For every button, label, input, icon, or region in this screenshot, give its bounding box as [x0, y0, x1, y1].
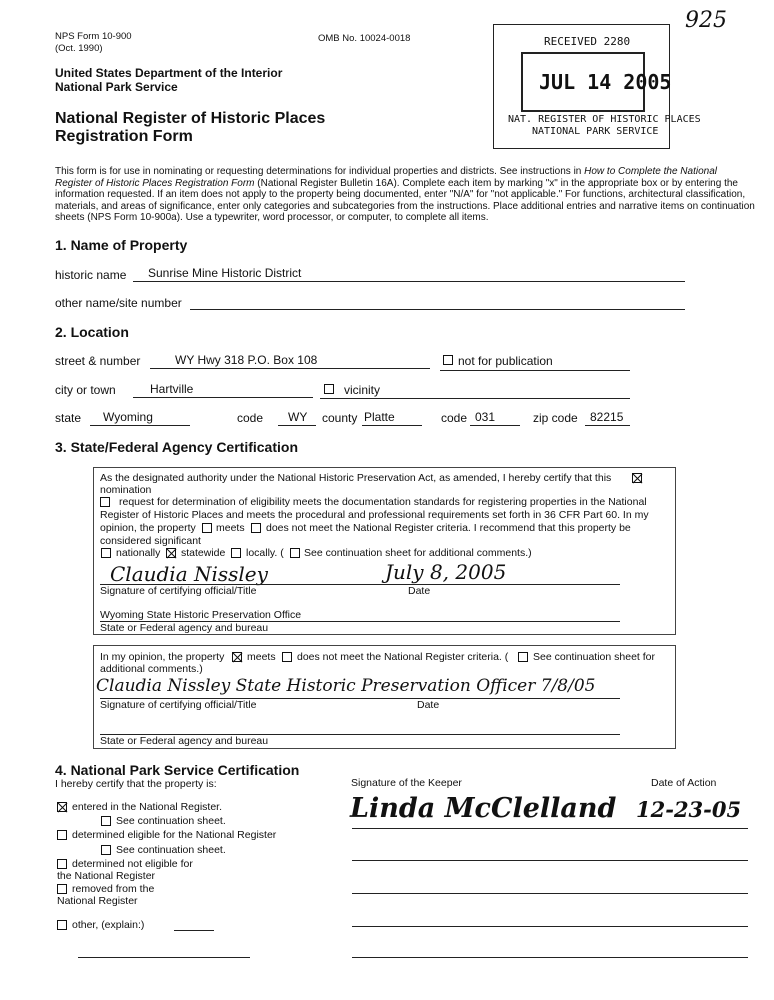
- nationally-label: nationally: [116, 547, 161, 559]
- stamp-line1: NAT. REGISTER OF HISTORIC PLACES: [508, 114, 701, 125]
- zip-value[interactable]: 82215: [590, 410, 624, 424]
- date-label-1: Date: [408, 585, 431, 597]
- hereby-certify: I hereby certify that the property is:: [55, 778, 217, 790]
- other-name-line: [190, 309, 685, 310]
- nationally-checkbox[interactable]: [101, 548, 111, 558]
- stamp-line2: NATIONAL PARK SERVICE: [532, 126, 659, 137]
- date-of-action-label: Date of Action: [651, 777, 717, 789]
- other-name-label: other name/site number: [55, 296, 182, 310]
- other-checkbox[interactable]: [57, 920, 67, 930]
- county-code-label: code: [441, 411, 468, 425]
- certifying-signature-2: Claudia Nissley State Historic Preservation Officer 7/8/05: [96, 676, 596, 696]
- meets-label: meets: [216, 522, 245, 534]
- opinion-text-b: does not meet the National Register criteria. I recommend that this property be: [266, 522, 631, 534]
- opinion-meets-label: meets: [247, 651, 276, 663]
- agency-label-2: State or Federal agency and bureau: [100, 735, 269, 747]
- statewide-checkbox[interactable]: [166, 548, 176, 558]
- not-eligible-label-1: determined not eligible for: [72, 858, 193, 870]
- date-label-2: Date: [417, 699, 440, 711]
- not-for-publication-label: not for publication: [458, 354, 553, 368]
- county-label: county: [322, 411, 358, 425]
- eligible-checkbox[interactable]: [57, 830, 67, 840]
- section4-heading: 4. National Park Service Certification: [55, 762, 300, 778]
- cert-line1: As the designated authority under the National Historic Preservation Act, as amended, I hereby certify that this: [100, 472, 612, 484]
- meets-checkbox[interactable]: [202, 523, 212, 533]
- keeper-label: Signature of the Keeper: [351, 777, 462, 789]
- city-label: city or town: [55, 383, 116, 397]
- nomination-label: nomination: [100, 484, 152, 496]
- state-code-value[interactable]: WY: [288, 410, 308, 424]
- instructions-text-2: (National Register Bulletin 16A). Complete each item by marking "x" in the appropriate box or by entering the information requested. If an item does not apply to the property being documented, enter "N/A" for "not applicable." For functions, architectural classification, materials, and areas of significance, enter only categories and subcategories from the instructions. Place additional entries and narrative items on continuation sheets (NPS Form 10-900a). Use a typewriter, word processor, or computer, to complete all items.: [55, 177, 755, 223]
- stamp-date: JUL 14 2005: [539, 70, 672, 94]
- instructions-text-1: This form is for use in nominating or requesting determinations for individual properties and districts. See instructions in: [55, 166, 585, 177]
- considered-significant: considered significant: [100, 535, 201, 547]
- state-label: state: [55, 411, 82, 425]
- form-title: National Register of Historic Places: [55, 110, 326, 127]
- historic-name-line: [133, 281, 685, 282]
- form-subtitle: Registration Form: [55, 128, 193, 145]
- city-value[interactable]: Hartville: [150, 382, 194, 396]
- vicinity-line: [320, 398, 630, 399]
- department-name: United States Department of the Interior: [55, 66, 283, 80]
- county-line: [362, 425, 422, 426]
- does-not-meet-checkbox[interactable]: [251, 523, 261, 533]
- street-line: [150, 368, 430, 369]
- action-date: 12-23-05: [636, 797, 742, 822]
- state-line: [90, 425, 190, 426]
- removed-label-1: removed from the: [72, 883, 155, 895]
- historic-name-value[interactable]: Sunrise Mine Historic District: [148, 266, 302, 280]
- agency-label-1: State or Federal agency and bureau: [100, 622, 269, 634]
- entered-label: entered in the National Register.: [72, 801, 223, 813]
- see-continuation-checkbox-1[interactable]: [290, 548, 300, 558]
- agency-value-1[interactable]: Wyoming State Historic Preservation Office: [100, 609, 302, 621]
- other-line-1: [174, 930, 214, 931]
- keeper-line-3: [352, 893, 748, 894]
- county-code-line: [470, 425, 520, 426]
- see-continuation-label-1: See continuation sheet for additional comments.): [304, 547, 532, 559]
- county-code-value[interactable]: 031: [475, 410, 496, 424]
- opinion-does-not-meet-checkbox[interactable]: [282, 652, 292, 662]
- request-text: request for determination of eligibility meets the documentation standards for registering properties in the National: [119, 496, 647, 508]
- section1-heading: 1. Name of Property: [55, 237, 188, 253]
- entered-checkbox[interactable]: [57, 802, 67, 812]
- street-label: street & number: [55, 354, 141, 368]
- state-value[interactable]: Wyoming: [103, 410, 153, 424]
- nomination-checkbox[interactable]: [632, 473, 642, 483]
- vicinity-checkbox[interactable]: [324, 384, 334, 394]
- eligible-continuation-label: See continuation sheet.: [116, 844, 226, 856]
- certifying-date-1: July 8, 2005: [385, 560, 507, 584]
- city-line: [133, 397, 313, 398]
- section3-heading: 3. State/Federal Agency Certification: [55, 439, 298, 455]
- not-eligible-label-2: the National Register: [57, 870, 156, 882]
- stamp-date-box: [521, 52, 672, 112]
- historic-name-label: historic name: [55, 268, 127, 282]
- zip-label: zip code: [533, 411, 578, 425]
- eligible-label: determined eligible for the National Register: [72, 829, 277, 841]
- keeper-line-5: [352, 957, 748, 958]
- instructions-italic: How to Complete the National Register of Historic Places Registration Form: [55, 166, 717, 189]
- see-continuation-checkbox-2[interactable]: [518, 652, 528, 662]
- signature-label-1: Signature of certifying official/Title: [100, 585, 257, 597]
- vicinity-label: vicinity: [344, 383, 381, 397]
- opinion2-text-d: additional comments.): [100, 663, 203, 675]
- not-for-publication-checkbox[interactable]: [443, 355, 453, 365]
- instructions-paragraph: [55, 166, 755, 224]
- form-number: NPS Form 10-900: [55, 31, 132, 42]
- eligible-continuation-checkbox[interactable]: [101, 845, 111, 855]
- signature-label-2: Signature of certifying official/Title: [100, 699, 257, 711]
- request-text-2: Register of Historic Places and meets the procedural and professional requirements set forth in 36 CFR Part 60. In my: [100, 509, 649, 521]
- keeper-line-1: [352, 828, 748, 829]
- service-name: National Park Service: [55, 80, 178, 94]
- opinion2-text-a: In my opinion, the property: [100, 651, 225, 663]
- statewide-label: statewide: [181, 547, 226, 559]
- removed-checkbox[interactable]: [57, 884, 67, 894]
- street-value[interactable]: WY Hwy 318 P.O. Box 108: [175, 353, 318, 367]
- state-code-line: [278, 425, 316, 426]
- section2-heading: 2. Location: [55, 324, 129, 340]
- zip-line: [585, 425, 630, 426]
- opinion2-text-c: See continuation sheet for: [533, 651, 656, 663]
- not-eligible-checkbox[interactable]: [57, 859, 67, 869]
- form-date: (Oct. 1990): [55, 43, 103, 54]
- keeper-signature: Linda McClelland: [350, 793, 617, 824]
- opinion-text-a: opinion, the property: [100, 522, 196, 534]
- certifying-signature-1: Claudia Nissley: [110, 562, 268, 586]
- removed-label-2: National Register: [57, 895, 138, 907]
- opinion2-text-b: does not meet the National Register criteria. (: [297, 651, 509, 663]
- received-stamp: [493, 24, 701, 149]
- locally-label: locally. (: [246, 547, 284, 559]
- entered-continuation-checkbox[interactable]: [101, 816, 111, 826]
- not-pub-line: [440, 370, 630, 371]
- state-code-label: code: [237, 411, 264, 425]
- other-line-2: [78, 957, 250, 958]
- keeper-line-2: [352, 860, 748, 861]
- omb-number: OMB No. 10024-0018: [318, 33, 411, 44]
- locally-checkbox[interactable]: [231, 548, 241, 558]
- county-value[interactable]: Platte: [364, 410, 395, 424]
- opinion-meets-checkbox[interactable]: [232, 652, 242, 662]
- stamp-received: RECEIVED 2280: [544, 35, 631, 48]
- keeper-line-4: [352, 926, 748, 927]
- reference-number: 925: [685, 8, 727, 33]
- other-label: other, (explain:): [72, 919, 145, 931]
- entered-continuation-label: See continuation sheet.: [116, 815, 226, 827]
- request-checkbox[interactable]: [100, 497, 110, 507]
